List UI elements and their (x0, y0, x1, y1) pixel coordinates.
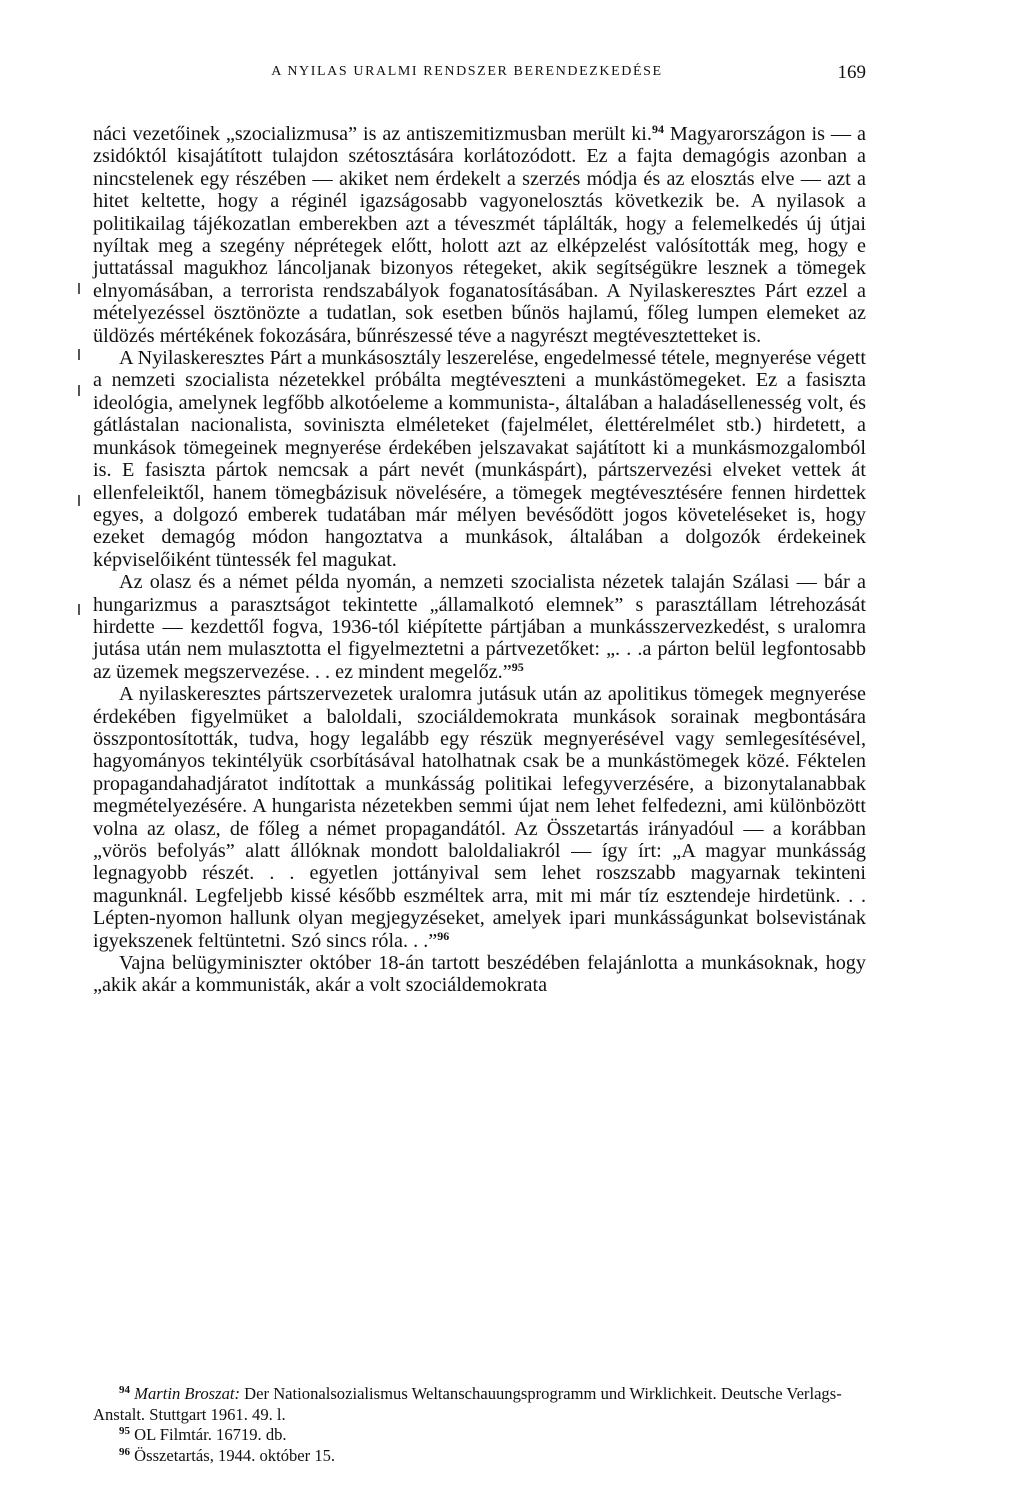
footnotes (93, 1384, 873, 1466)
paragraph: A nyilaskeresztes pártszervezetek uralomra jutásuk után az apolitikus tömegek megnyerése érdekében figyelmüket a baloldali, szociáldemokrata munkások sorainak megbontására összpontosították, tudva, hogy legalább egy részük megnyerésével vagy semlegesítésével, hagyományos tekintélyük csorbításával hatolhatnak csak be a munkástömegek közé. Féktelen propagandahadjáratot indítottak a munkásság politikai lefegyverzésére, a bizonytalanabbak megmételyezésére. A hungarista nézetekben semmi újat nem lehet felfedezni, ami különbözött volna az olasz, de főleg a német propagandától. Az Összetartás irányadóul — a korábban „vörös befolyás” alatt állóknak mondott baloldaliakról — így írt: „A magyar munkásság legnagyobb részét. . . egyetlen jottányival sem lehet roszszabb magyarnak tekinteni magunknál. Legfeljebb kissé később eszméltek arra, mit mi már tíz esztendeje hirdetünk. . . Lépten-nyomon hallunk olyan megjegyzéseket, amelyek ipari munkásságunkat bolsevistának igyekszenek feltüntetni. Szó sincs róla. . .”$^{96}$ (93, 683, 866, 952)
margin-mark (78, 283, 80, 294)
paragraph: A Nyilaskeresztes Párt a munkásosztály leszerelése, engedelmessé tétele, megnyerése végett a nemzeti szocialista nézetekkel próbálta megtéveszteni a munkástömegeket. Ez a fasiszta ideológia, amelynek legfőbb alkotóeleme a kommunista-, általában a haladásellenesség volt, és gátlástalan nacionalista, soviniszta elméleteket (fajelmélet, élettérelmélet stb.) hirdetett, a munkások tömegeinek megnyerése érdekében jelszavakat sajátított ki a munkásmozgalomból is. E fasiszta pártok nemcsak a párt nevét (munkáspárt), pártszervezési elveket vettek át ellenfeleiktől, hanem tömegbázisuk növelésére, a tömegek megtévesztésére fennen hirdettek egyes, a dolgozó emberek tudatában már mélyen bevésődött jogos követeléseket is, hogy ezeket demagóg módon hangoztatva a munkások, általában a dolgozók érdekeinek képviselőiként tüntessék fel magukat. (93, 347, 866, 571)
footnote-reference[interactable]: 94 (651, 122, 664, 136)
footnote-96: $^{96}$ Összetartás, 1944. október 15. (119, 1445, 336, 1465)
body-text (93, 123, 866, 997)
margin-mark (78, 385, 80, 396)
paragraph: Az olasz és a német példa nyomán, a nemzeti szocialista nézetek talaján Szálasi — bár a hungarizmus a parasztságot tekintette „államalkotó elemnek” s parasztállam létrehozását hirdette — kezdettől fogva, 1936-tól kiépítette pártjában a munkásszervezkedést, s uralomra jutása után nem mulasztotta el figyelmeztetni a pártvezetőket: „. . .a párton belül legfontosabb az üzemek megszervezése. . . ez mindent megelőz.”$^{95}$ (93, 571, 866, 683)
running-head: A NYILAS URALMI RENDSZER BERENDEZKEDÉSE (271, 64, 663, 79)
margin-mark (78, 349, 80, 360)
footnote-reference[interactable]: 96 (437, 928, 450, 943)
margin-mark (78, 495, 80, 506)
paragraph: náci vezetőinek „szocializmusa” is az antiszemitizmusban merült ki.$^{94}$ Magyarországon is — a zsidóktól kisajátított tulajdon szétosztására korlátozódott. Ez a fajta demagógis azonban a nincstelenek egy részében — akiket nem érdekelt a szerzés módja és az elosztás elve — azt a hitet keltette, hogy a réginél igazságosabb vagyonelosztás következik be. A nyilasok a politikailag tájékozatlan emberekben azt a téveszmét táplálták, hogy a felemelkedés új útjai nyíltak meg a szegény néprétegek előtt, holott azt az elképzelést valósították meg, hogy e juttatással magukhoz láncoljanak bizonyos rétegeket, akik segítségükre lesznek a tömegek elnyomásában, a terrorista rendszabályok foganatosításában. A Nyilaskeresztes Párt ezzel a mételyezéssel ösztönözte a tudatlan, sok esetben bűnös hajlamú, főleg lumpen elemeket az üldözés mértékének fokozására, bűnrészessé téve a nagyrészt megtévesztetteket is. (93, 122, 866, 347)
footnote-reference[interactable]: 95 (511, 659, 524, 674)
paragraph: Vajna belügyminiszter október 18-án tartott beszédében felajánlotta a munkásoknak, hogy „akik akár a kommunisták, akár a volt szociáldemokrata (93, 952, 866, 997)
margin-mark (78, 604, 80, 615)
footnote-94: $^{94}$ Martin Broszat: Der Nationalsozialismus Weltanschauungsprogramm und Wirklichkeit. Deutsche Verlags-Anstalt. Stuttgart 1961. 49. l. (93, 1384, 842, 1424)
footnote-author: Martin Broszat: (134, 1384, 241, 1403)
page-number: 169 (837, 62, 866, 83)
footnote-95: $^{95}$ OL Filmtár. 16719. db. (119, 1425, 287, 1445)
